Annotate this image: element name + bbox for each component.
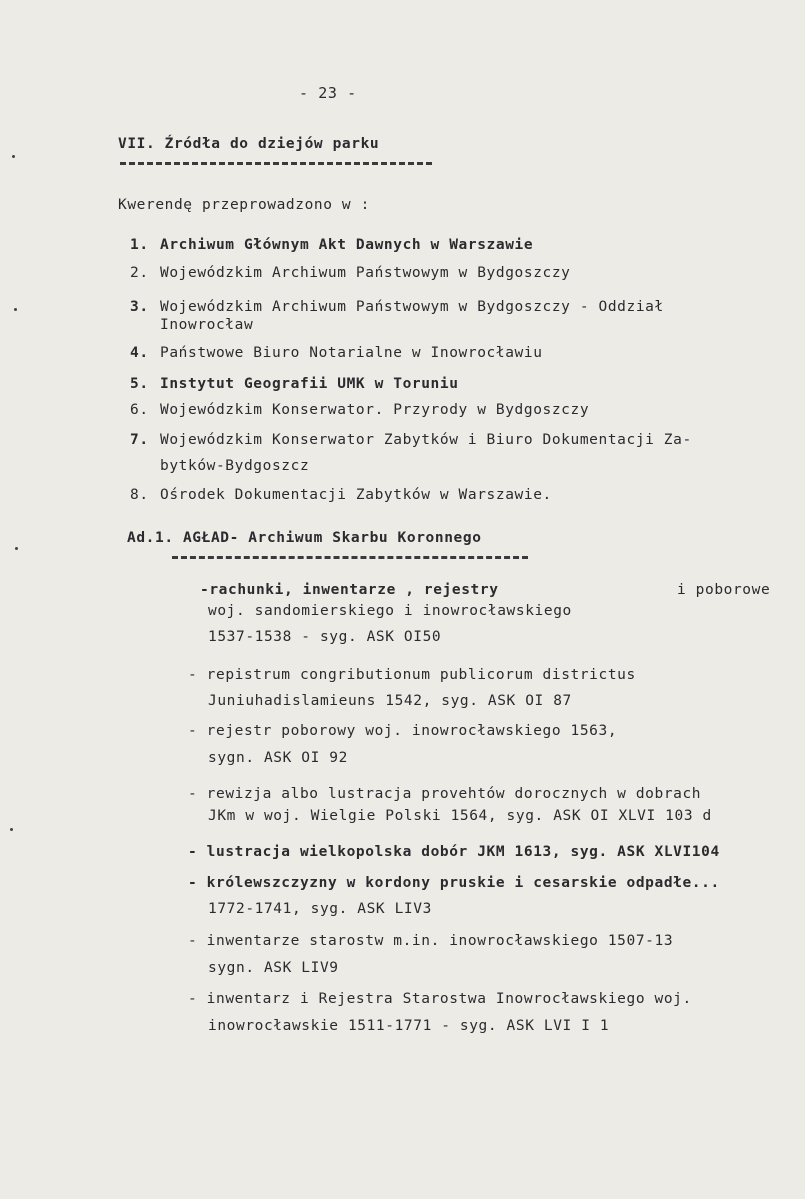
archive-item-5: Instytut Geografii UMK w Toruniu [160, 376, 459, 392]
archive-number: 2. [130, 265, 149, 281]
ad-heading: Ad.1. AGŁAD- Archiwum Skarbu Koronnego [127, 530, 482, 546]
section-title: VII. Źródła do dziejów parku [118, 136, 380, 152]
archive-number: 3. [130, 299, 149, 315]
scan-speck [15, 547, 18, 550]
scan-speck [12, 155, 15, 158]
source-entry-line: - inwentarz i Rejestra Starostwa Inowrocławskiego woj. [188, 991, 692, 1007]
archive-number: 5. [130, 376, 149, 392]
source-entry-line: sygn. ASK LIV9 [208, 960, 339, 976]
page-number: - 23 - [299, 84, 357, 102]
source-entry-line: sygn. ASK OI 92 [208, 750, 348, 766]
archive-item-3: Wojewódzkim Archiwum Państwowym w Bydgoszczy - Oddział [160, 299, 664, 315]
source-entry-line: -rachunki, inwentarze , rejestry [200, 582, 499, 598]
source-entry-line: - rejestr poborowy woj. inowrocławskiego 1563, [188, 723, 618, 739]
archive-number: 1. [130, 237, 149, 253]
scan-speck [10, 828, 13, 831]
source-entry-extra: i poborowe [677, 582, 771, 598]
archive-number: 8. [130, 487, 149, 503]
source-entry-line: - rewizja albo lustracja provehtów dorocznych w dobrach [188, 786, 702, 802]
archive-number: 4. [130, 345, 149, 361]
archive-item-7: Wojewódzkim Konserwator Zabytków i Biuro Dokumentacji Za- [160, 432, 692, 448]
archive-number: 7. [130, 432, 149, 448]
source-entry-line: JKm w woj. Wielgie Polski 1564, syg. ASK OI XLVI 103 d [208, 808, 712, 824]
archive-item-1: Archiwum Głównym Akt Dawnych w Warszawie [160, 237, 534, 253]
source-entry-line: - lustracja wielkopolska dobór JKM 1613, syg. ASK XLVI104 [188, 844, 720, 860]
archive-item-8: Ośrodek Dokumentacji Zabytków w Warszawie. [160, 487, 552, 503]
source-entry-line: - inwentarze starostw m.in. inowrocławskiego 1507-13 [188, 933, 674, 949]
source-entry-line: - repistrum congributionum publicorum districtus [188, 667, 636, 683]
source-entry-line: - królewszczyzny w kordony pruskie i cesarskie odpadłe... [188, 875, 720, 891]
source-entry-line: 1537-1538 - syg. ASK OI50 [208, 629, 442, 645]
scan-speck [14, 308, 17, 311]
archive-item-6: Wojewódzkim Konserwator. Przyrody w Bydgoszczy [160, 402, 590, 418]
ad-heading-underline [172, 556, 528, 559]
archive-item-2: Wojewódzkim Archiwum Państwowym w Bydgoszczy [160, 265, 571, 281]
source-entry-line: 1772-1741, syg. ASK LIV3 [208, 901, 432, 917]
archive-item-3-cont: Inowrocław [160, 317, 254, 333]
source-entry-line: inowrocławskie 1511-1771 - syg. ASK LVI I 1 [208, 1018, 610, 1034]
intro-text: Kwerendę przeprowadzono w : [118, 197, 370, 213]
archive-item-7-cont: bytków-Bydgoszcz [160, 458, 310, 474]
source-entry-line: woj. sandomierskiego i inowrocławskiego [208, 603, 572, 619]
archive-item-4: Państwowe Biuro Notarialne w Inowrocławiu [160, 345, 543, 361]
source-entry-line: Juniuhadislamieuns 1542, syg. ASK OI 87 [208, 693, 572, 709]
section-title-underline [120, 162, 432, 165]
archive-number: 6. [130, 402, 149, 418]
